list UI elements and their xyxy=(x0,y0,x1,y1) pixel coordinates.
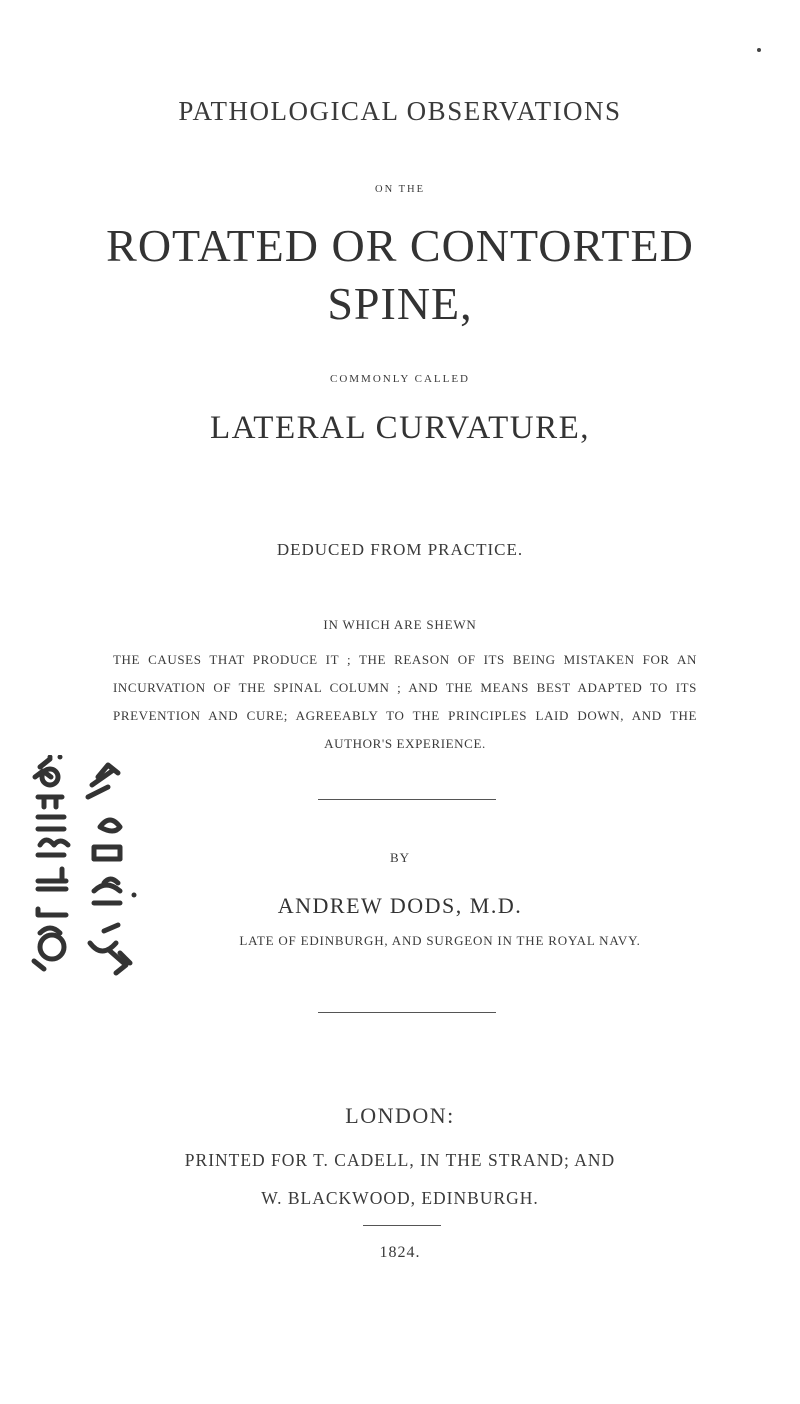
place-london: LONDON: xyxy=(345,1103,455,1128)
publication-year: 1824. xyxy=(379,1244,421,1261)
title-line-deduced: DEDUCED FROM PRACTICE. xyxy=(276,540,524,559)
title-line-lateral-curvature: LATERAL CURVATURE, xyxy=(209,410,591,446)
title-line-rotated: ROTATED OR CONTORTED xyxy=(106,220,694,271)
imprint-line-2: W. BLACKWOOD, EDINBURGH. xyxy=(261,1188,539,1208)
rule-bottom xyxy=(363,1225,441,1226)
rule-top xyxy=(318,799,496,800)
speck xyxy=(757,48,761,52)
author-name: ANDREW DODS, M.D. xyxy=(277,893,523,918)
imprint-line-1: PRINTED FOR T. CADELL, IN THE STRAND; AND xyxy=(184,1150,616,1170)
library-stamp xyxy=(30,755,260,1085)
by-label: BY xyxy=(389,850,411,865)
title-line-commonly-called: COMMONLY CALLED xyxy=(329,373,471,385)
rule-middle xyxy=(318,1012,496,1013)
title-line-pathological: PATHOLOGICAL OBSERVATIONS xyxy=(178,96,622,126)
title-line-on-the: ON THE xyxy=(374,184,425,195)
description-paragraph: THE CAUSES THAT PRODUCE IT ; THE REASON OF ITS BEING MISTAKEN FOR AN INCURVATION OF THE SPINAL COLUMN ; AND THE MEANS BEST ADAPTED TO ITS PREVENTION AND CURE; AGREEABLY TO THE PRINCIPLES LAID DOWN, AND THE AUTHOR'S EXPERIENCE. xyxy=(113,652,697,751)
author-title: LATE OF EDINBURGH, AND SURGEON IN THE ROYAL NAVY. xyxy=(239,933,641,948)
title-line-in-which: IN WHICH ARE SHEWN xyxy=(323,617,477,632)
title-line-spine: SPINE, xyxy=(327,278,473,329)
